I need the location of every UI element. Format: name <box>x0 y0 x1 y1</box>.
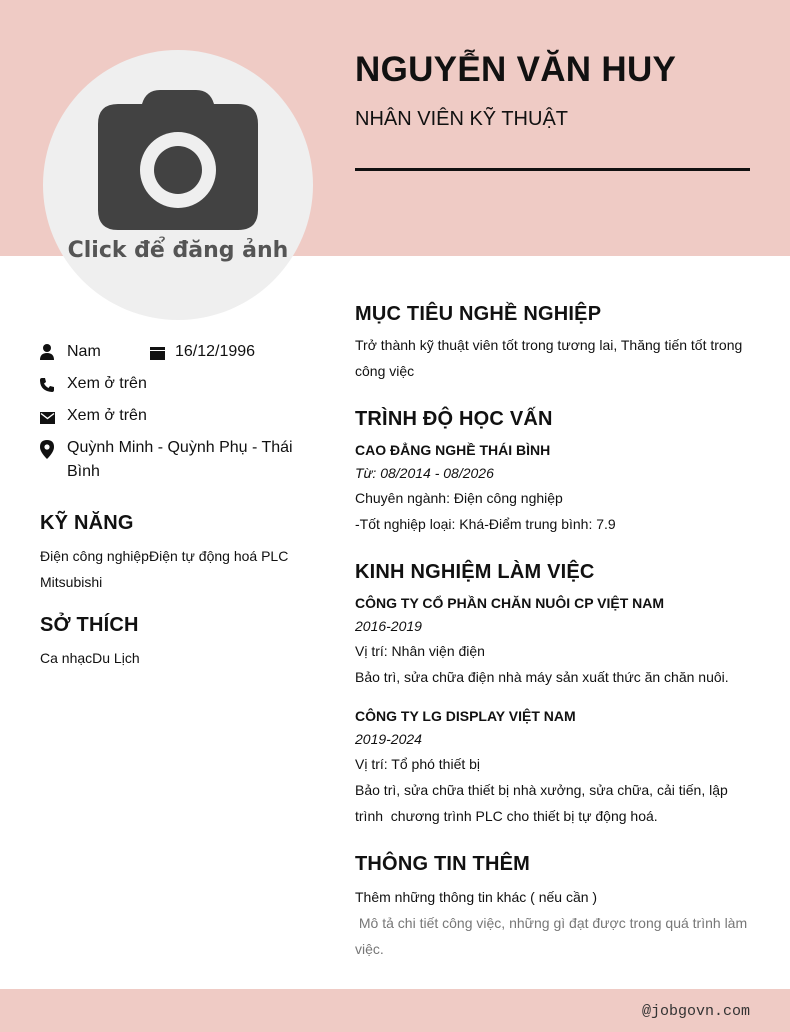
additional-heading: THÔNG TIN THÊM <box>355 853 531 875</box>
birthdate-row <box>150 340 255 368</box>
email-row <box>40 404 307 432</box>
education-period: Từ: 08/2014 - 08/2026 <box>355 465 494 481</box>
email-value: Xem ở trên <box>67 407 147 424</box>
education-grade: -Tốt nghiệp loại: Khá-Điểm trung bình: 7.9 <box>355 516 616 532</box>
hobbies-heading: SỞ THÍCH <box>40 614 139 636</box>
phone-value: Xem ở trên <box>67 375 147 392</box>
education-major: Chuyên ngành: Điện công nghiệp <box>355 490 563 506</box>
hobbies-text: Ca nhạcDu Lịch <box>40 650 140 666</box>
address-value: Quỳnh Minh - Quỳnh Phụ - Thái Bình <box>67 439 293 480</box>
experience-heading: KINH NGHIỆM LÀM VIỆC <box>355 561 595 583</box>
address-row <box>40 436 317 484</box>
skills-text: Điện công nghiệpĐiện tự động hoá PLC Mitsubishi <box>40 548 289 590</box>
job-company: CÔNG TY LG DISPLAY VIỆT NAM <box>355 708 576 724</box>
birthdate-value: 16/12/1996 <box>175 343 256 360</box>
objective-heading: MỤC TIÊU NGHỀ NGHIỆP <box>355 303 602 325</box>
location-pin-icon <box>40 436 67 484</box>
title-divider <box>355 168 750 171</box>
job-position: Vị trí: Nhân viện điện <box>355 643 485 659</box>
job-period: 2016-2019 <box>355 618 422 634</box>
job-description: Bảo trì, sửa chữa thiết bị nhà xưởng, sửa chữa, cải tiến, lập trình chương trình PLC cho thiết bị tự động hoá. <box>355 782 732 824</box>
avatar-label: Click để đăng ảnh <box>67 238 289 263</box>
skills-heading: KỸ NĂNG <box>40 512 134 534</box>
calendar-icon <box>150 340 175 368</box>
additional-text: Thêm những thông tin khác ( nếu cần ) <box>355 889 598 905</box>
education-heading: TRÌNH ĐỘ HỌC VẤN <box>355 408 553 430</box>
avatar-upload[interactable] <box>43 50 313 320</box>
job-company: CÔNG TY CỔ PHẦN CHĂN NUÔI CP VIỆT NAM <box>355 595 665 611</box>
job-title: NHÂN VIÊN KỸ THUẬT <box>355 108 568 130</box>
job-description: Bảo trì, sửa chữa điện nhà máy sản xuất thức ăn chăn nuôi. <box>355 669 729 685</box>
candidate-name: NGUYỄN VĂN HUY <box>355 50 677 89</box>
phone-row <box>40 372 307 400</box>
additional-placeholder[interactable]: Mô tả chi tiết công việc, những gì đạt được trong quá trình làm việc. <box>355 915 752 957</box>
phone-icon <box>40 372 67 400</box>
job-position: Vị trí: Tổ phó thiết bị <box>355 756 481 772</box>
school-name: CAO ĐẲNG NGHỀ THÁI BÌNH <box>355 442 551 458</box>
footer-watermark: @jobgovn.com <box>641 1003 750 1020</box>
gender-value: Nam <box>67 343 101 360</box>
objective-text: Trở thành kỹ thuật viên tốt trong tương lai, Thăng tiến tốt trong công việc <box>355 337 743 379</box>
person-icon <box>40 340 67 368</box>
mail-icon <box>40 404 67 432</box>
camera-icon <box>98 90 258 230</box>
job-period: 2019-2024 <box>355 731 422 747</box>
